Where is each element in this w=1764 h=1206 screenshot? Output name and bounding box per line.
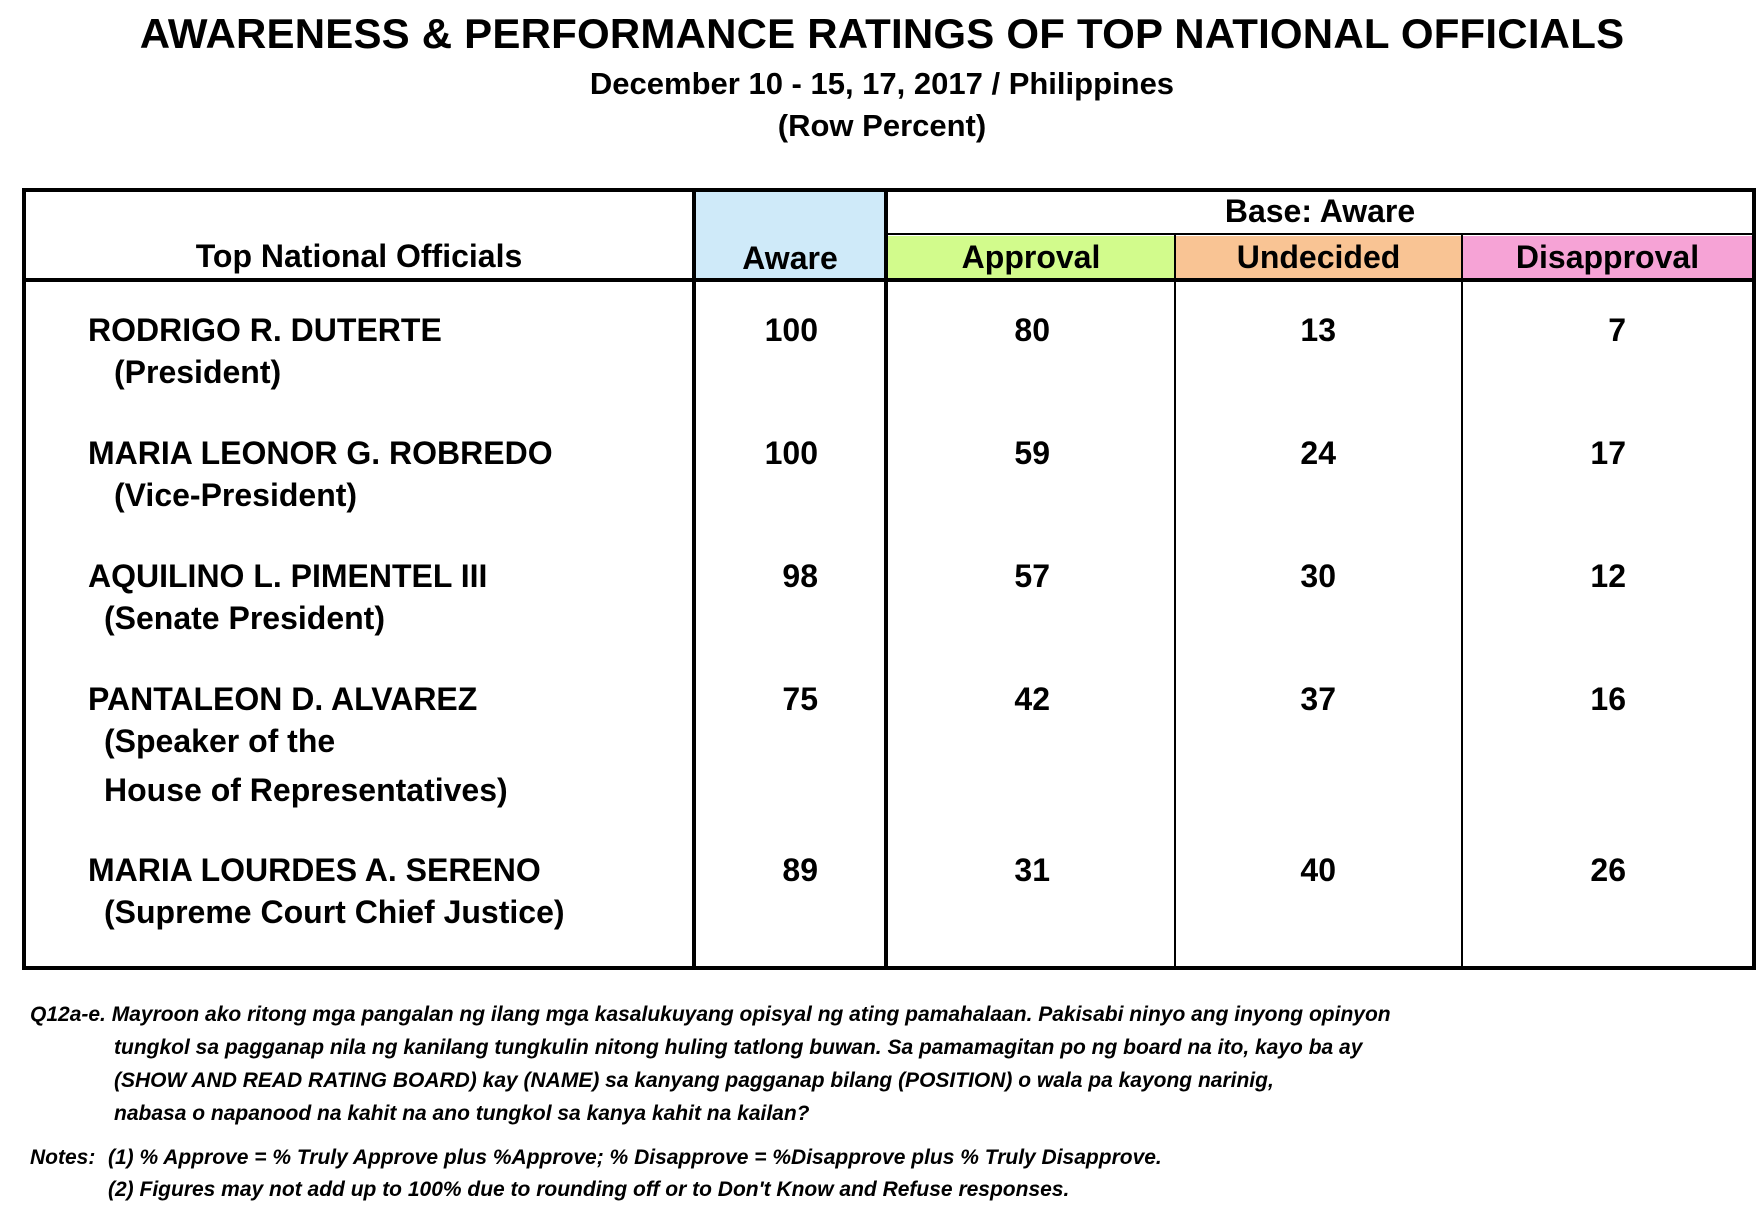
- official-position: House of Representatives): [104, 772, 508, 808]
- notes-label: Notes:: [30, 1146, 96, 1169]
- base-aware-label: Base: Aware: [1224, 193, 1416, 229]
- disapproval-value: 17: [1590, 435, 1626, 471]
- approval-value: 80: [1014, 312, 1050, 348]
- undecided-value: 40: [1300, 852, 1336, 888]
- approval-header: Approval: [888, 236, 1174, 278]
- approval-value: 31: [1014, 852, 1050, 888]
- official-name: MARIA LOURDES A. SERENO: [88, 852, 541, 888]
- official-position: (Vice-President): [114, 477, 358, 513]
- disapproval-value: 16: [1590, 681, 1626, 717]
- official-name: MARIA LEONOR G. ROBREDO: [88, 435, 553, 471]
- note-2: (2) Figures may not add up to 100% due to rounding off or to Don't Know and Refuse responses.: [108, 1178, 1070, 1201]
- official-name: AQUILINO L. PIMENTEL III: [88, 558, 488, 594]
- footnote-line: Q12a-e. Mayroon ako ritong mga pangalan ng ilang mga kasalukuyang opisyal ng ating pamahalaan. Pakisabi ninyo ang inyong opinyon: [30, 1003, 1391, 1026]
- question-footnote: [30, 998, 1730, 1130]
- column-divider: [1174, 234, 1176, 970]
- official-position: (Supreme Court Chief Justice): [104, 894, 565, 930]
- undecided-value: 24: [1300, 435, 1336, 471]
- approval-value: 42: [1014, 681, 1050, 717]
- disapproval-value: 26: [1590, 852, 1626, 888]
- official-position: (Senate President): [104, 600, 385, 636]
- aware-value: 100: [764, 312, 818, 348]
- approval-value: 57: [1014, 558, 1050, 594]
- column-divider: [884, 188, 888, 970]
- aware-value: 98: [782, 558, 818, 594]
- footnote-line: (SHOW AND READ RATING BOARD) kay (NAME) sa kanyang pagganap bilang (POSITION) o wala pa kayong narinig,: [114, 1069, 1274, 1092]
- aware-value: 89: [782, 852, 818, 888]
- survey-date: December 10 - 15, 17, 2017 / Philippines: [589, 66, 1175, 101]
- officials-header: Top National Officials: [195, 238, 523, 274]
- official-name: RODRIGO R. DUTERTE: [88, 312, 442, 348]
- disapproval-header: Disapproval: [1463, 236, 1752, 278]
- base-divider: [888, 233, 1752, 235]
- aware-value: 100: [764, 435, 818, 471]
- footnote-line: tungkol sa pagganap nila ng kanilang tungkulin nitong huling tatlong buwan. Sa pamamagitan po ng board na ito, kayo ba ay: [114, 1036, 1363, 1059]
- notes: [30, 1142, 1730, 1206]
- footnote-line: nabasa o napanood na kahit na ano tungkol sa kanya kahit na kailan?: [114, 1102, 810, 1125]
- column-divider: [1461, 234, 1463, 970]
- official-name: PANTALEON D. ALVAREZ: [88, 681, 478, 717]
- column-divider: [692, 188, 696, 970]
- page-title: AWARENESS & PERFORMANCE RATINGS OF TOP NATIONAL OFFICIALS: [139, 10, 1625, 57]
- header-divider: [22, 278, 1756, 282]
- aware-value: 75: [782, 681, 818, 717]
- aware-header: Aware: [742, 240, 838, 276]
- disapproval-value: 12: [1590, 558, 1626, 594]
- undecided-value: 30: [1300, 558, 1336, 594]
- official-position: (President): [114, 354, 282, 390]
- undecided-value: 37: [1300, 681, 1336, 717]
- approval-value: 59: [1014, 435, 1050, 471]
- disapproval-value: 7: [1608, 312, 1626, 348]
- row-percent-note: (Row Percent): [777, 108, 987, 143]
- note-1: (1) % Approve = % Truly Approve plus %Approve; % Disapprove = %Disapprove plus % Truly Disapprove.: [108, 1146, 1162, 1169]
- official-position: (Speaker of the: [104, 723, 336, 759]
- undecided-value: 13: [1300, 312, 1336, 348]
- undecided-header: Undecided: [1176, 236, 1461, 278]
